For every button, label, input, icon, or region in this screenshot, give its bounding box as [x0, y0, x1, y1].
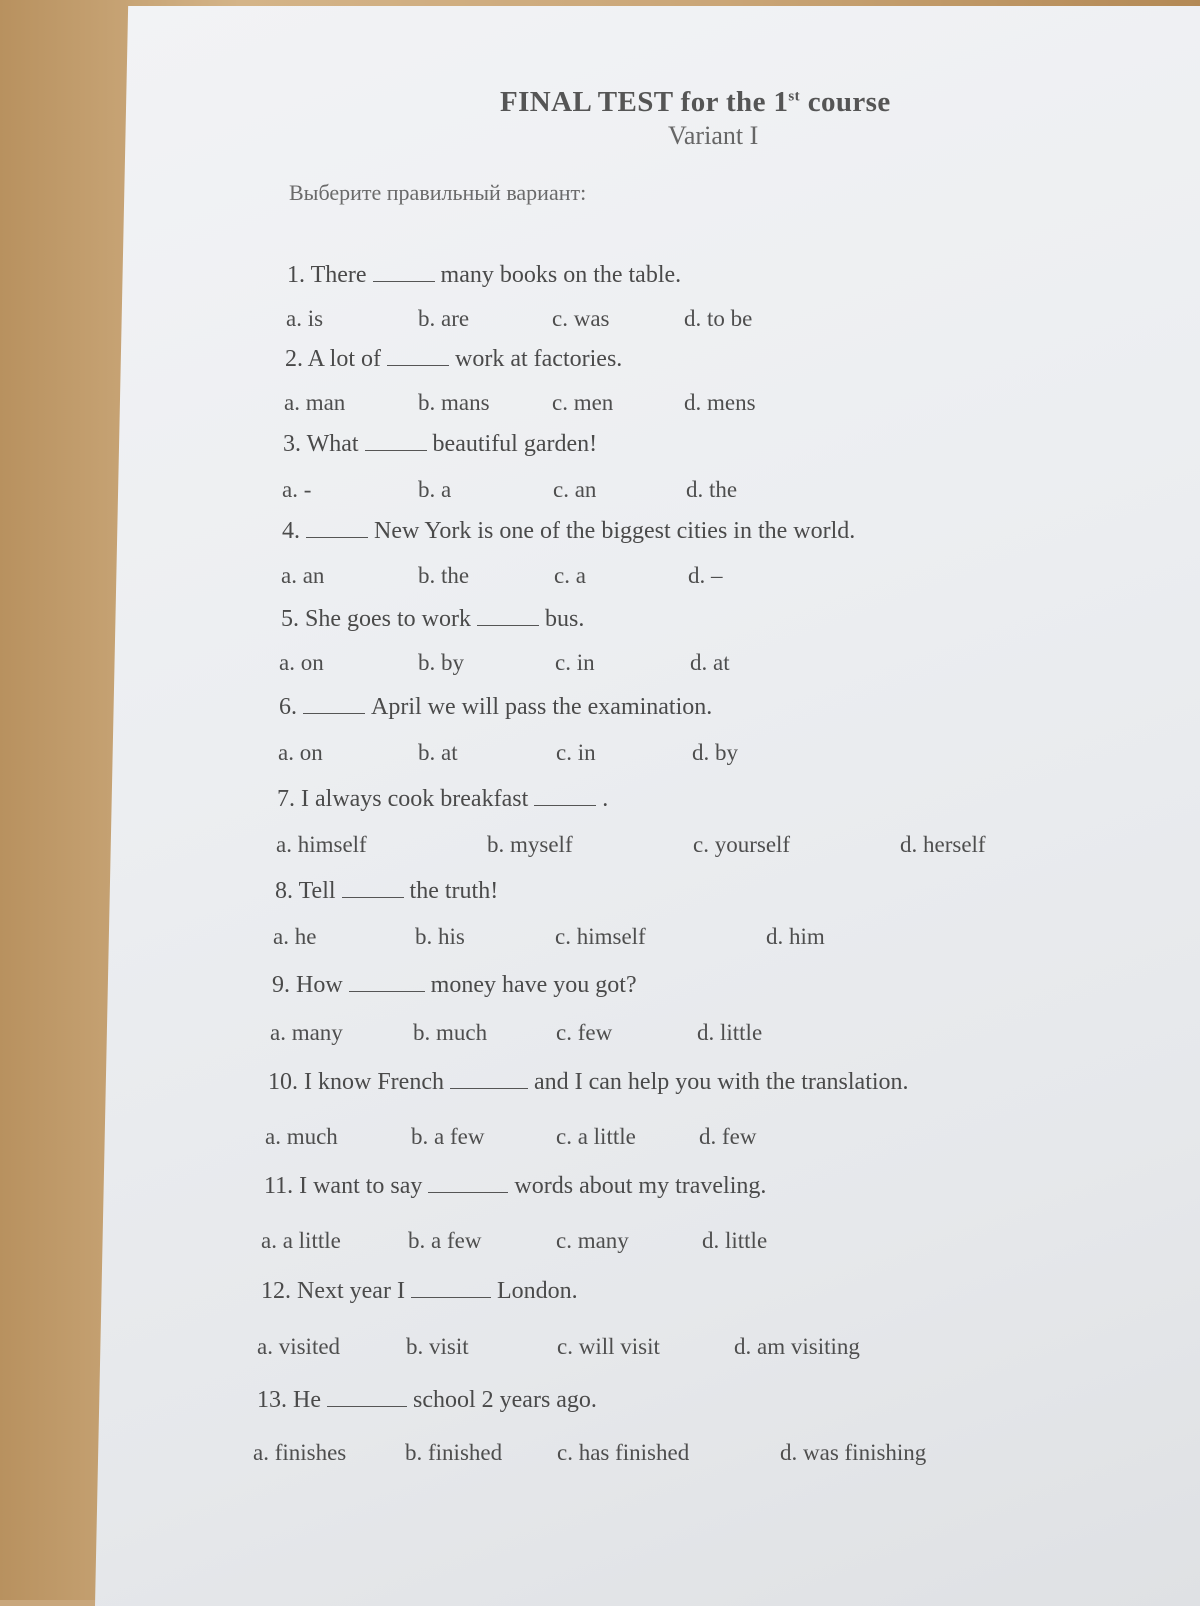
question-9-option-d: d. little: [697, 1020, 763, 1045]
question-text-before-blank: Tell: [293, 878, 336, 904]
question-4-option-b: b. the: [418, 563, 470, 588]
question-5-option-b: b. by: [418, 650, 464, 675]
question-12-option-b: b. visit: [406, 1334, 469, 1359]
question-10-option-a: a. much: [265, 1124, 338, 1149]
question-13: [257, 1387, 597, 1414]
question-7-option-b: b. myself: [487, 832, 573, 857]
question-text-before-blank: How: [290, 972, 343, 998]
answer-blank: [342, 879, 404, 898]
question-text-after-blank: New York is one of the biggest cities in the world.: [374, 518, 856, 544]
question-2-option-d: d. mens: [684, 390, 756, 415]
question-number: 4.: [282, 518, 300, 544]
question-6-option-a: a. on: [278, 740, 323, 765]
question-2-option-a: a. man: [284, 390, 346, 415]
question-text-after-blank: the truth!: [409, 878, 499, 904]
question-1-option-c: c. was: [552, 306, 610, 331]
question-5-option-c: c. in: [555, 650, 595, 675]
question-number: 2.: [285, 346, 303, 372]
question-3-option-a: a. -: [282, 477, 312, 502]
question-number: 9.: [272, 972, 290, 998]
question-6-option-c: c. in: [556, 740, 596, 765]
question-7-option-c: c. yourself: [693, 832, 791, 857]
question-number: 5.: [281, 606, 299, 632]
answer-blank: [387, 347, 449, 366]
question-number: 11.: [264, 1173, 294, 1199]
question-11-option-b: b. a few: [408, 1228, 482, 1253]
question-text-after-blank: school 2 years ago.: [412, 1387, 597, 1413]
question-number: 3.: [283, 431, 301, 457]
answer-blank: [365, 432, 427, 451]
question-11-option-c: c. many: [556, 1228, 629, 1253]
test-title: FINAL TEST for the 1st course: [500, 86, 891, 118]
question-text-before-blank: She goes to work: [299, 606, 471, 632]
question-2-option-c: c. men: [552, 390, 614, 415]
question-13-option-a: a. finishes: [253, 1440, 347, 1465]
question-3-option-d: d. the: [686, 477, 738, 502]
answer-blank: [327, 1388, 407, 1407]
question-9: [272, 972, 637, 999]
question-10-option-c: c. a little: [556, 1124, 636, 1149]
question-7-option-a: a. himself: [276, 832, 367, 857]
question-text-before-blank: What: [301, 431, 359, 457]
answer-blank: [373, 263, 435, 282]
question-text-after-blank: many books on the table.: [440, 262, 682, 288]
question-text-before-blank: I know French: [298, 1069, 444, 1095]
question-text-after-blank: bus.: [544, 606, 585, 632]
question-2: [285, 346, 622, 373]
question-text-before-blank: He: [287, 1387, 321, 1413]
question-8-option-d: d. him: [766, 924, 825, 949]
paper-sheet: [95, 6, 1200, 1606]
variant-label: Variant I: [668, 121, 759, 150]
question-13-option-c: c. has finished: [557, 1440, 690, 1465]
question-12-option-a: a. visited: [257, 1334, 341, 1359]
question-number: 13.: [257, 1387, 287, 1413]
question-number: 10.: [268, 1069, 298, 1095]
question-8-option-a: a. he: [273, 924, 317, 949]
question-1-option-a: a. is: [286, 306, 324, 331]
question-text-before-blank: A lot of: [303, 346, 382, 372]
question-12-option-d: d. am visiting: [734, 1334, 860, 1359]
question-9-option-b: b. much: [413, 1020, 488, 1045]
question-8-option-c: c. himself: [555, 924, 646, 949]
question-text-before-blank: Next year I: [291, 1278, 405, 1304]
question-text-after-blank: words about my traveling.: [514, 1173, 767, 1199]
question-13-option-b: b. finished: [405, 1440, 503, 1465]
question-number: 8.: [275, 878, 293, 904]
question-number: 7.: [277, 786, 295, 812]
question-text-after-blank: beautiful garden!: [432, 431, 598, 457]
answer-blank: [450, 1070, 528, 1089]
answer-blank: [477, 607, 539, 626]
question-text-after-blank: April we will pass the examination.: [371, 694, 713, 720]
question-3-option-c: c. an: [553, 477, 597, 502]
question-8: [275, 878, 498, 905]
question-9-option-a: a. many: [270, 1020, 343, 1045]
question-number: 6.: [279, 694, 297, 720]
question-text-before-blank: There: [305, 262, 367, 288]
answer-blank: [534, 787, 596, 806]
question-11-option-d: d. little: [702, 1228, 768, 1253]
question-7: [277, 786, 608, 813]
question-6-option-b: b. at: [418, 740, 458, 765]
question-10-option-d: d. few: [699, 1124, 757, 1149]
question-1-option-d: d. to be: [684, 306, 753, 331]
question-number: 12.: [261, 1278, 291, 1304]
answer-blank: [306, 519, 368, 538]
question-8-option-b: b. his: [415, 924, 465, 949]
question-12: [261, 1278, 578, 1305]
question-3-option-b: b. a: [418, 477, 452, 502]
question-1-option-b: b. are: [418, 306, 470, 331]
question-6-option-d: d. by: [692, 740, 738, 765]
answer-blank: [303, 695, 365, 714]
question-4: [282, 518, 855, 545]
question-5-option-d: d. at: [690, 650, 730, 675]
question-5-option-a: a. on: [279, 650, 324, 675]
question-11-option-a: a. a little: [261, 1228, 341, 1253]
question-1: [287, 262, 681, 289]
question-13-option-d: d. was finishing: [780, 1440, 927, 1465]
question-text-after-blank: money have you got?: [430, 972, 637, 998]
question-text-before-blank: I want to say: [293, 1173, 423, 1199]
instruction-text: Выберите правильный вариант:: [289, 180, 587, 205]
question-4-option-a: a. an: [281, 563, 325, 588]
question-text-after-blank: and I can help you with the translation.: [533, 1069, 909, 1095]
question-4-option-c: c. a: [554, 563, 586, 588]
question-3: [283, 431, 597, 458]
question-12-option-c: c. will visit: [557, 1334, 660, 1359]
question-10-option-b: b. a few: [411, 1124, 485, 1149]
question-text-after-blank: London.: [496, 1278, 578, 1304]
question-11: [264, 1173, 766, 1200]
question-2-option-b: b. mans: [418, 390, 490, 415]
answer-blank: [349, 973, 425, 992]
question-number: 1.: [287, 262, 305, 288]
question-text-after-blank: work at factories.: [455, 346, 623, 372]
question-7-option-d: d. herself: [900, 832, 986, 857]
question-10: [268, 1069, 909, 1096]
question-5: [281, 606, 584, 633]
question-9-option-c: c. few: [556, 1020, 613, 1045]
question-6: [279, 694, 712, 721]
question-text-before-blank: I always cook breakfast: [295, 786, 529, 812]
answer-blank: [428, 1174, 508, 1193]
question-4-option-d: d. –: [688, 563, 723, 588]
answer-blank: [411, 1279, 491, 1298]
question-text-after-blank: .: [602, 786, 609, 812]
